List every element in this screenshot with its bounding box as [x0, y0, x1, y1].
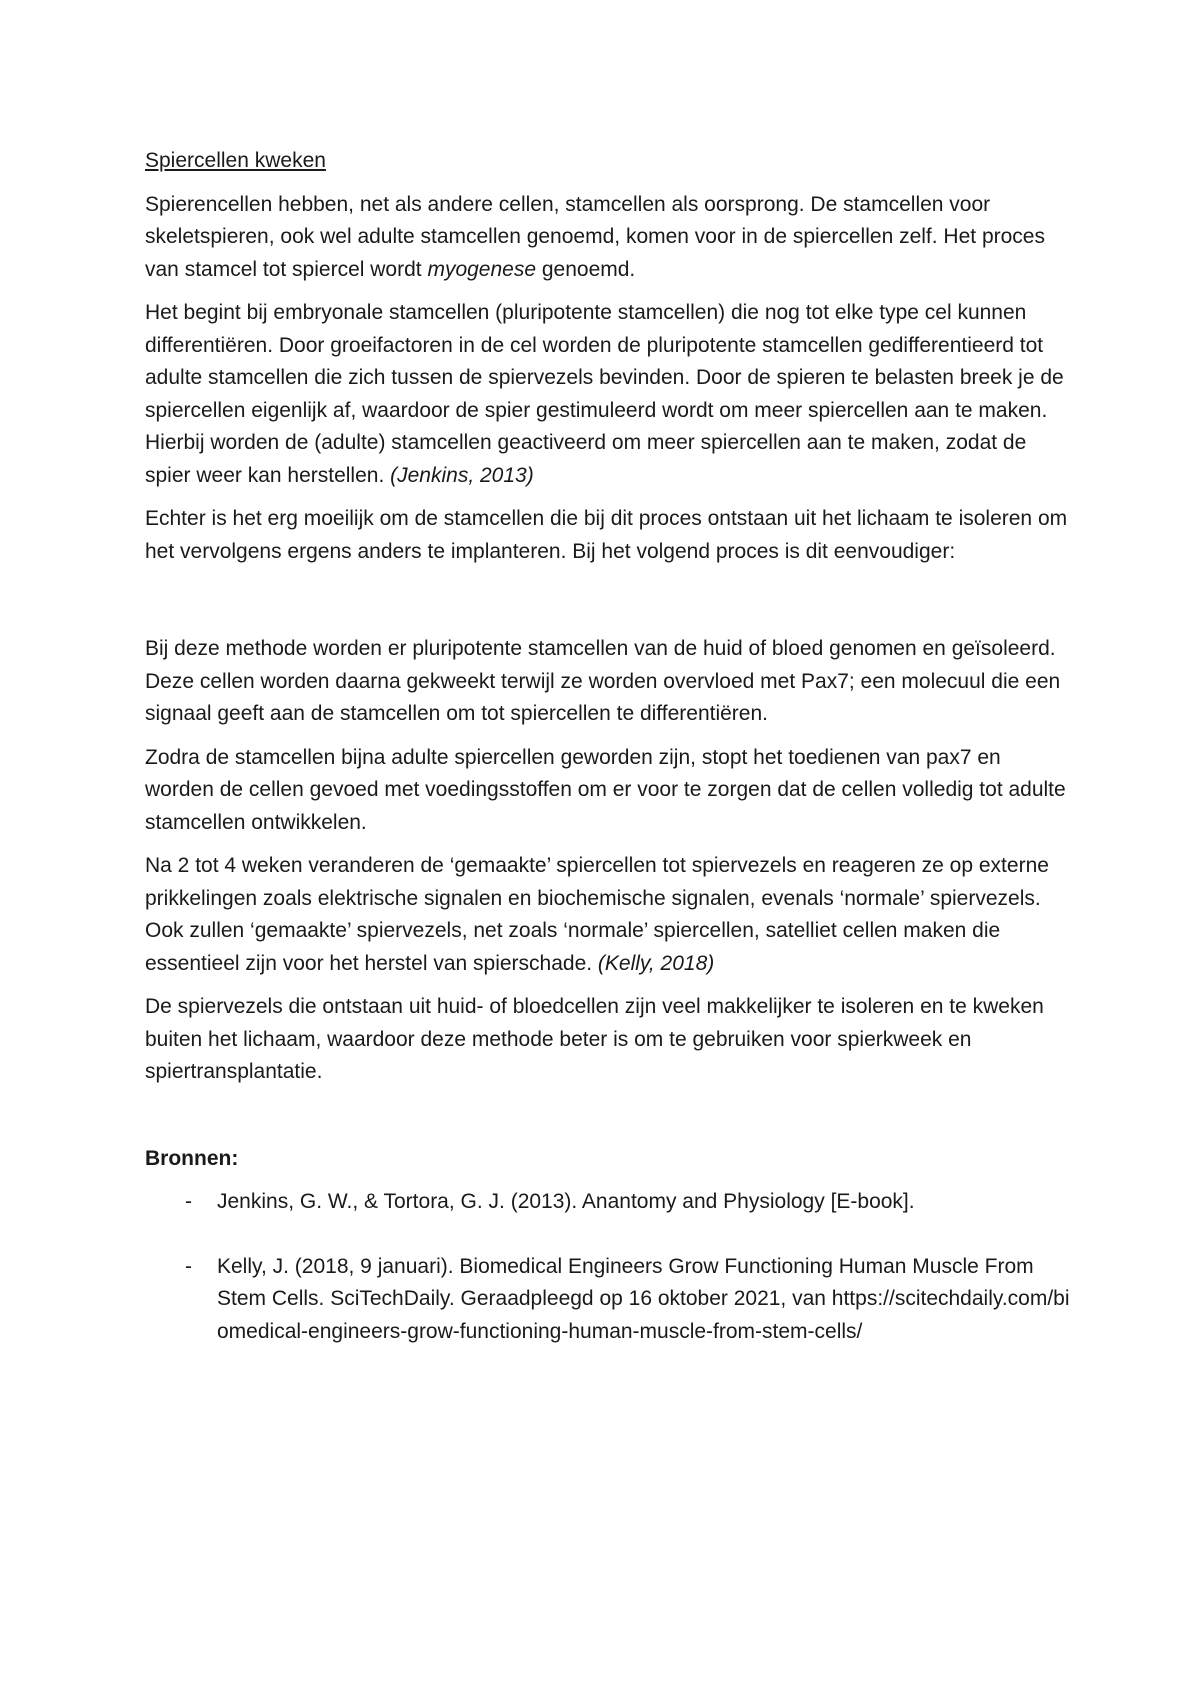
document-title: Spiercellen kweken: [145, 149, 326, 172]
spacer: [145, 1100, 1075, 1143]
paragraph-1-end: genoemd.: [536, 257, 636, 281]
term-myogenese: myogenese: [427, 257, 537, 281]
reference-url[interactable]: https://scitechdaily.com/biomedical-engineers-grow-functioning-human-muscle-from-stem-cells/: [217, 1287, 1070, 1343]
paragraph-2: [145, 297, 1075, 492]
paragraph-4: Bij deze methode worden er pluripotente stamcellen van de huid of bloed genomen en geïsoleerd. Deze cellen worden daarna gekweekt terwijl ze worden overvloed met Pax7; een molecuul die een signaal geeft aan de stamcellen om tot spiercellen te differentiëren.: [145, 637, 1061, 725]
paragraph-7: De spiervezels die ontstaan uit huid- of bloedcellen zijn veel makkelijker te isoleren en te kweken buiten het lichaam, waardoor deze methode beter is om te gebruiken voor spierkweek en spiertransplantatie.: [145, 995, 1044, 1083]
citation-jenkins: (Jenkins, 2013): [390, 463, 534, 487]
paragraph-2-text: Het begint bij embryonale stamcellen (pluripotente stamcellen) die nog tot elke type cel kunnen differentiëren. Door groeifactoren in de cel worden de pluripotente stamcellen gedifferentieerd tot adulte stamcellen die zich tussen de spiervezels bevinden. Door de spieren te belasten breek je de spiercellen eigenlijk af, waardoor de spier gestimuleerd wordt om meer spiercellen aan te maken. Hierbij worden de (adulte) stamcellen geactiveerd om meer spiercellen aan te maken, zodat de spier weer kan herstellen.: [145, 301, 1064, 487]
reference-item: [145, 1186, 1075, 1219]
reference-text: Kelly, J. (2018, 9 januari). Biomedical Engineers Grow Functioning Human Muscle From Stem Cells. SciTechDaily. Geraadpleegd op 16 oktober 2021, van: [217, 1254, 1034, 1310]
citation-kelly: (Kelly, 2018): [597, 951, 715, 975]
list-dash: -: [185, 1254, 192, 1278]
reference-text: Jenkins, G. W., & Tortora, G. J. (2013). Anantomy and Physiology [E-book].: [217, 1190, 915, 1213]
paragraph-1-text: Spierencellen hebben, net als andere cellen, stamcellen als oorsprong. De stamcellen voor skeletspieren, ook wel adulte stamcellen genoemd, komen voor in de spiercellen zelf. Het proces van stamcel tot spiercel wordt: [145, 192, 1045, 281]
document-body: [145, 145, 1075, 1380]
paragraph-5: Zodra de stamcellen bijna adulte spiercellen geworden zijn, stopt het toedienen van pax7 en worden de cellen gevoed met voedingsstoffen om er voor te zorgen dat de cellen volledig tot adulte stamcellen ontwikkelen.: [145, 745, 1066, 834]
paragraph-1: [145, 189, 1075, 287]
paragraph-3: Echter is het erg moeilijk om de stamcellen die bij dit proces ontstaan uit het lichaam te isoleren om het vervolgens ergens anders te implanteren. Bij het volgend proces is dit eenvoudiger:: [145, 507, 1068, 563]
reference-item: [145, 1251, 1075, 1349]
reference-list: [145, 1186, 1075, 1348]
sources-heading: Bronnen:: [145, 1146, 239, 1170]
paragraph-6-text: Na 2 tot 4 weken veranderen de ‘gemaakte’ spiercellen tot spiervezels en reageren ze op externe prikkelingen zoals elektrische signalen en biochemische signalen, evenals ‘normale’ spiervezels. Ook zullen ‘gemaakte’ spiervezels, net zoals ‘normale’ spiercellen, satelliet cellen maken die essentieel zijn voor het herstel van spierschade.: [145, 854, 1049, 975]
list-dash: -: [185, 1190, 192, 1213]
spacer: [145, 579, 1075, 633]
paragraph-6: [145, 850, 1075, 980]
